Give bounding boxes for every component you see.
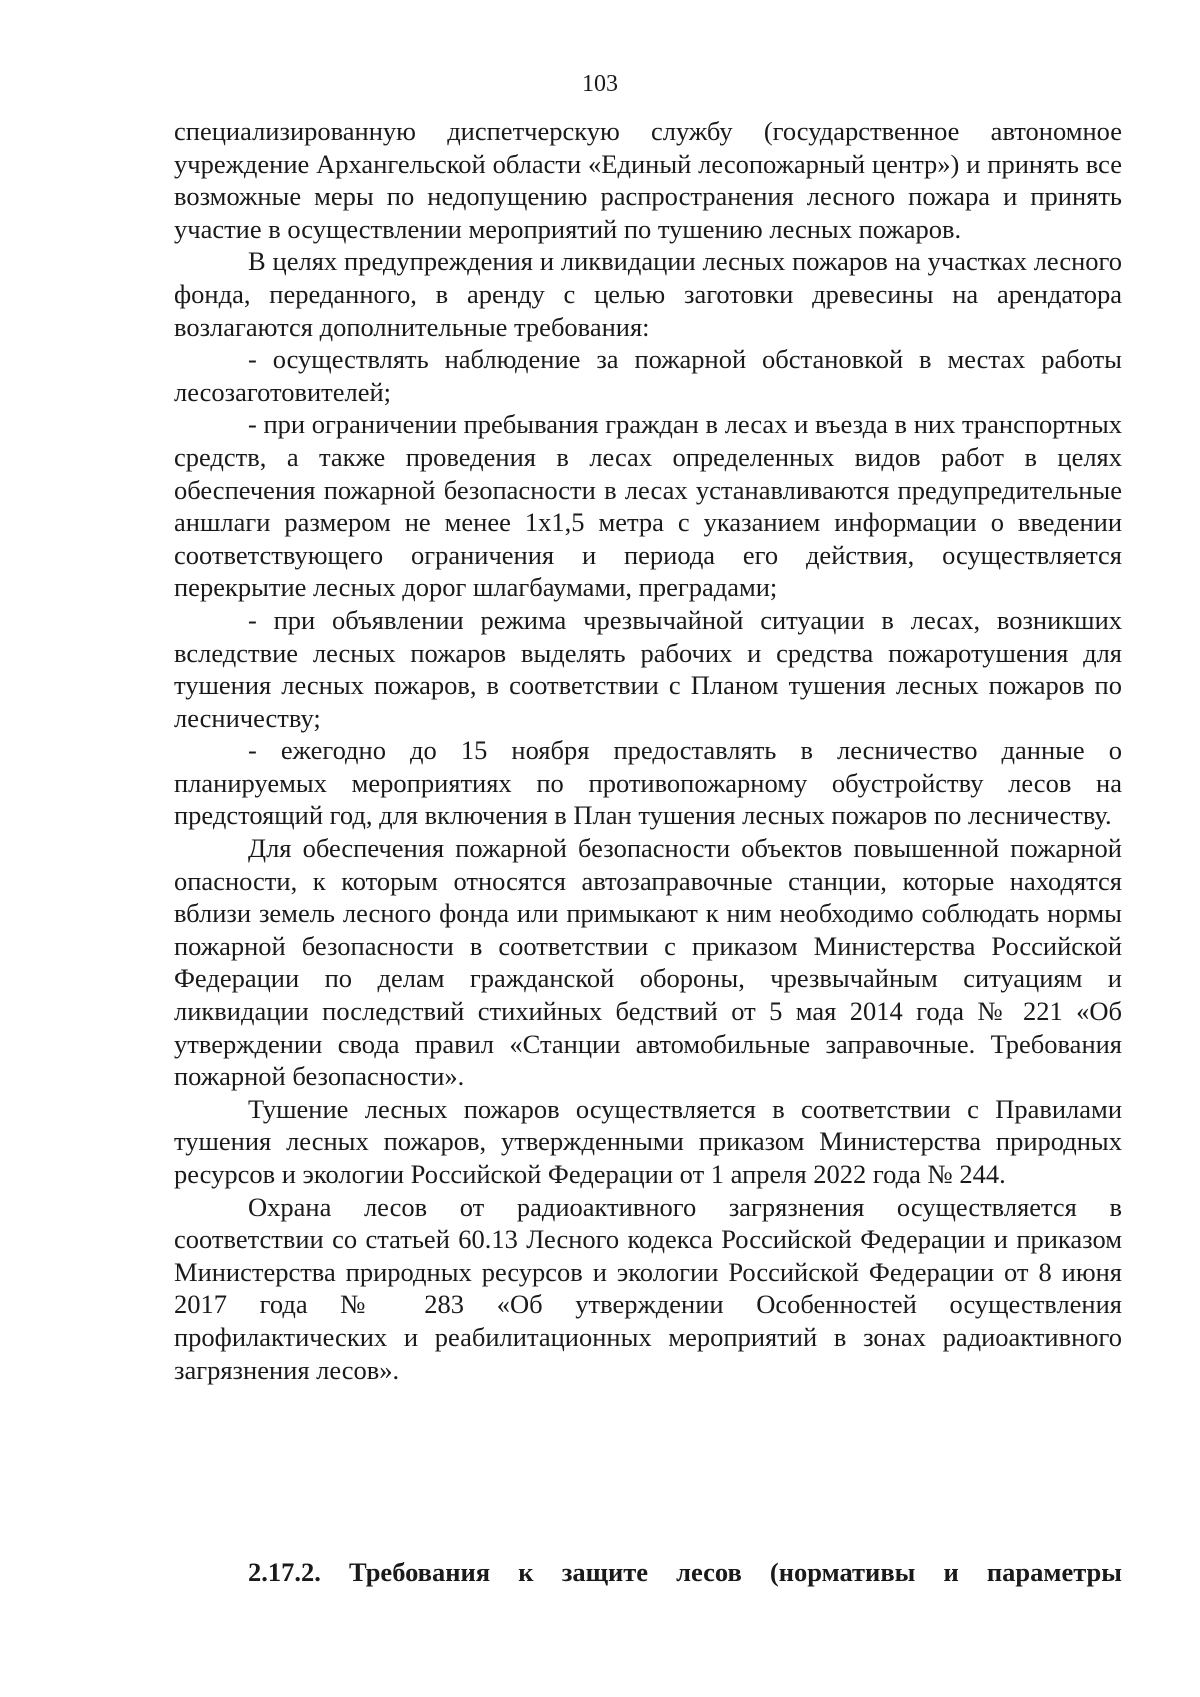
paragraph-continuation: специализированную диспетчерскую службу (государственное автономное учреждение Архангельской области «Единый лесопожарный центр») и принять все возможные меры по недопущению распространения лесного пожара и принять участие в осуществлении мероприятий по тушению лесных пожаров.: [174, 116, 1122, 244]
list-item-emergency: - при объявлении режима чрезвычайной ситуации в лесах, возникших вследствие лесных пожаров выделять рабочих и средства пожаротушения для тушения лесных пожаров, в соответствии с Планом тушения лесных пожаров по лесничеству;: [174, 604, 1122, 733]
document-body: [174, 115, 1122, 1386]
list-item-annual-report: - ежегодно до 15 ноября предоставлять в лесничество данные о планируемых мероприятиях по противопожарному обустройству лесов на предстоящий год, для включения в План тушения лесных пожаров по лесничеству.: [174, 735, 1122, 831]
list-item-restrictions: - при ограничении пребывания граждан в лесах и въезда в них транспортных средств, а также проведения в лесах определенных видов работ в целях обеспечения пожарной безопасности в лесах устанавливаются предупредительные аншлаги размером не менее 1х1,5 метра с указанием информации о введении соответствующего ограничения и периода его действия, осуществляется перекрытие лесных дорог шлагбаумами, преградами;: [174, 409, 1122, 603]
paragraph-fire-suppression: Тушение лесных пожаров осуществляется в соответствии с Правилами тушения лесных пожаров, утвержденными приказом Министерства природных ресурсов и экологии Российской Федерации от 1 апреля 2022 года № 244.: [174, 1093, 1122, 1189]
list-item-observation: - осуществлять наблюдение за пожарной обстановкой в местах работы лесозаготовителей;: [174, 344, 1122, 407]
paragraph-lease-requirements: В целях предупреждения и ликвидации лесных пожаров на участках лесного фонда, переданного, в аренду с целью заготовки древесины на арендатора возлагаются дополнительные требования:: [174, 246, 1122, 342]
page-number: 103: [582, 71, 618, 97]
section-heading: 2.17.2. Требования к защите лесов (нормативы и параметры: [248, 1557, 1122, 1587]
paragraph-fuel-stations: Для обеспечения пожарной безопасности объектов повышенной пожарной опасности, к которым относятся автозаправочные станции, которые находятся вблизи земель лесного фонда или примыкают к ним необходимо соблюдать нормы пожарной безопасности в соответствии с приказом Министерства Российской Федерации по делам гражданской обороны, чрезвычайным ситуациям и ликвидации последствий стихийных бедствий от 5 мая 2014 года № 221 «Об утверждении свода правил «Станции автомобильные заправочные. Требования пожарной безопасности».: [174, 833, 1122, 1092]
paragraph-radioactive-protection: Охрана лесов от радиоактивного загрязнения осуществляется в соответствии со статьей 60.13 Лесного кодекса Российской Федерации и приказом Министерства природных ресурсов и экологии Российской Федерации от 8 июня 2017 года № 283 «Об утверждении Особенностей осуществления профилактических и реабилитационных мероприятий в зонах радиоактивного загрязнения лесов».: [174, 1191, 1122, 1385]
